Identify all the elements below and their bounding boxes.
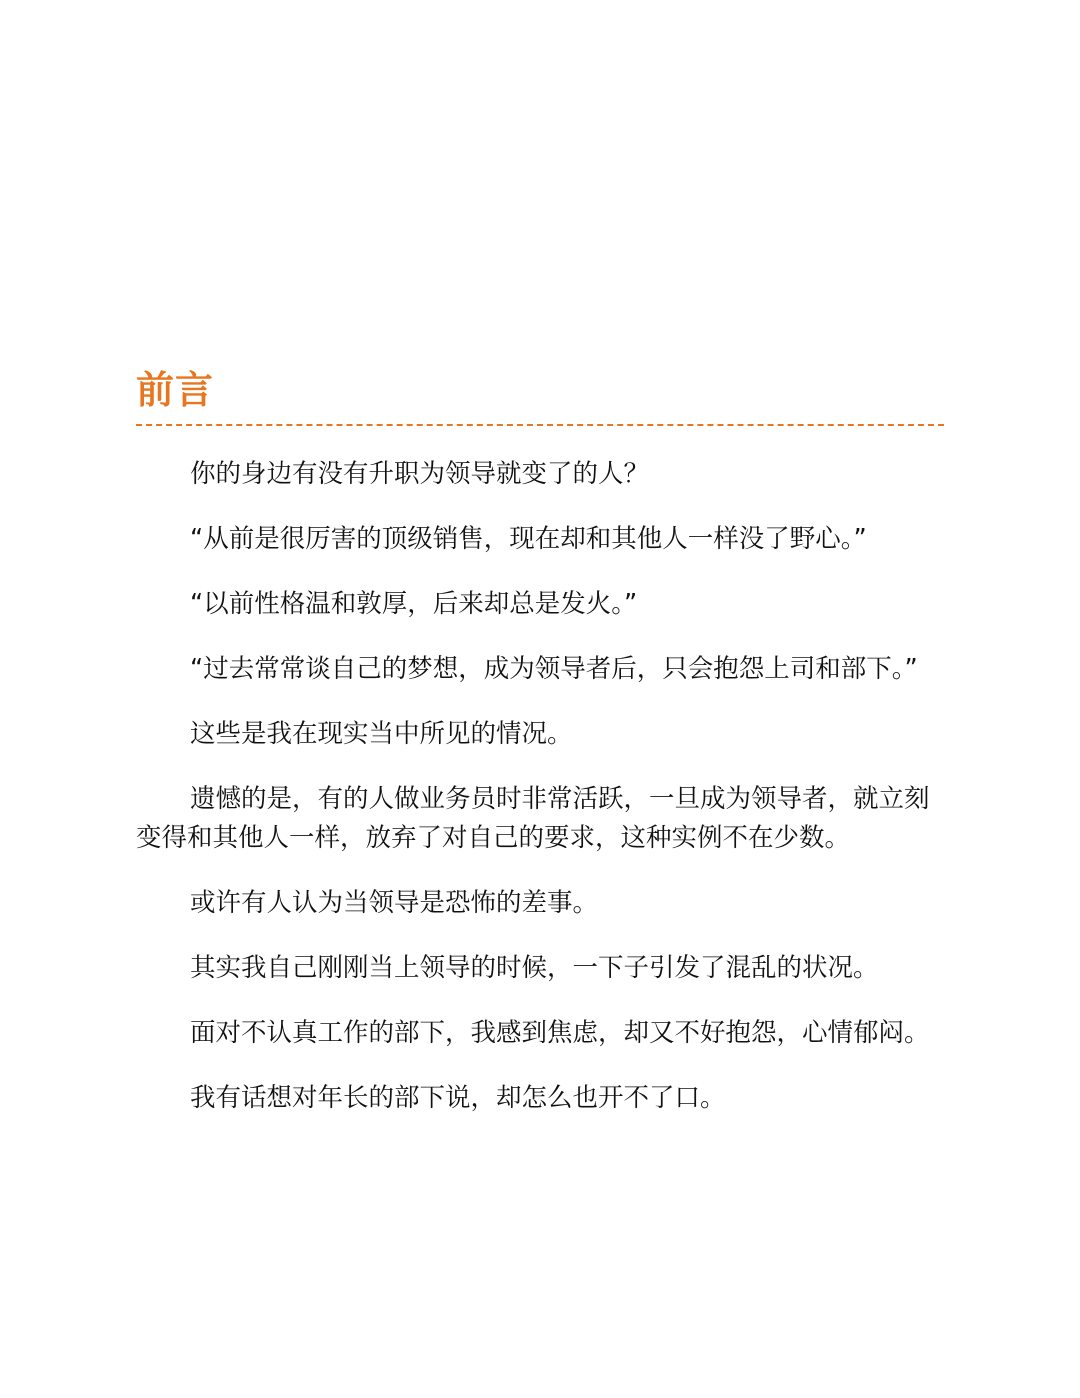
paragraph-1: 你的身边有没有升职为领导就变了的人？: [190, 459, 650, 489]
heading-divider: [136, 424, 944, 426]
paragraph-6: 遗憾的是，有的人做业务员时非常活跃，一旦成为领导者，就立刻变得和其他人一样，放弃了对自己的要求，这种实例不在少数。: [136, 784, 930, 853]
paragraph-9: 面对不认真工作的部下，我感到焦虑，却又不好抱怨，心情郁闷。: [190, 1018, 930, 1048]
paragraph-4: “过去常常谈自己的梦想，成为领导者后，只会抱怨上司和部下。”: [190, 654, 918, 684]
paragraph-7: 或许有人认为当领导是恐怖的差事。: [190, 888, 599, 918]
chapter-heading: 前言: [136, 368, 215, 412]
paragraph-3: “以前性格温和敦厚，后来却总是发火。”: [190, 589, 638, 619]
paragraph-8: 其实我自己刚刚当上领导的时候，一下子引发了混乱的状况。: [190, 953, 879, 983]
paragraph-5: 这些是我在现实当中所见的情况。: [190, 719, 573, 749]
paragraph-10: 我有话想对年长的部下说，却怎么也开不了口。: [190, 1083, 726, 1113]
paragraph-2: “从前是很厉害的顶级销售，现在却和其他人一样没了野心。”: [190, 524, 867, 554]
body-text: [136, 455, 936, 1144]
